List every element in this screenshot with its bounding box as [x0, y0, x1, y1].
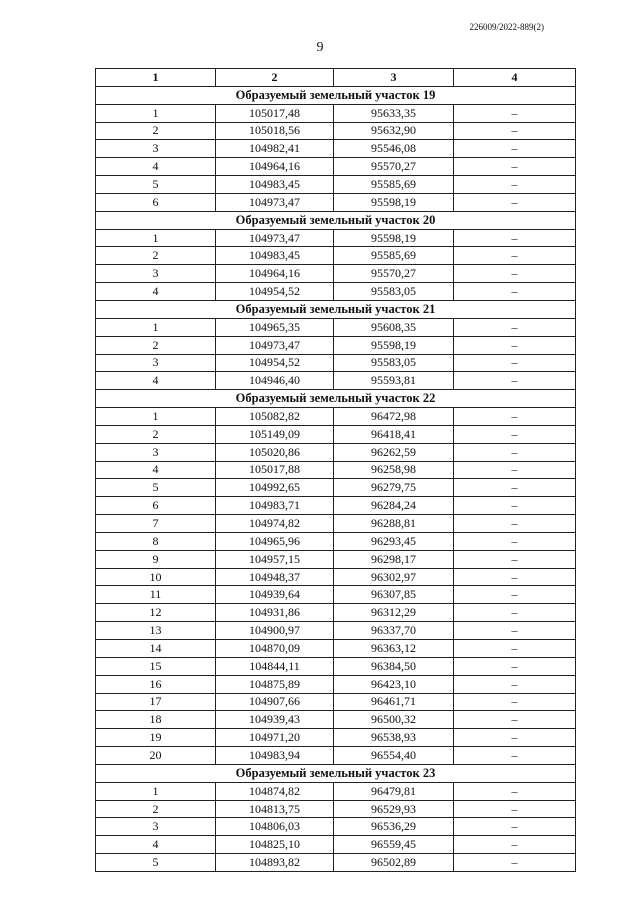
table-row: [96, 568, 576, 586]
x-coordinate: 104939,43: [216, 711, 334, 729]
note-cell: –: [454, 800, 576, 818]
point-number: 3: [96, 265, 216, 283]
note-cell: –: [454, 515, 576, 533]
table-row: [96, 622, 576, 640]
note-cell: –: [454, 283, 576, 301]
y-coordinate: 96302,97: [334, 568, 454, 586]
point-number: 15: [96, 657, 216, 675]
y-coordinate: 95633,35: [334, 104, 454, 122]
y-coordinate: 95598,19: [334, 336, 454, 354]
point-number: 2: [96, 425, 216, 443]
section-title: Образуемый земельный участок 19: [96, 86, 576, 104]
x-coordinate: 104973,47: [216, 336, 334, 354]
note-cell: –: [454, 193, 576, 211]
table-row: [96, 550, 576, 568]
table-row: [96, 747, 576, 765]
y-coordinate: 96536,29: [334, 818, 454, 836]
x-coordinate: 104874,82: [216, 782, 334, 800]
y-coordinate: 95583,05: [334, 354, 454, 372]
x-coordinate: 104971,20: [216, 729, 334, 747]
table-row: [96, 515, 576, 533]
point-number: 3: [96, 140, 216, 158]
point-number: 14: [96, 640, 216, 658]
x-coordinate: 104964,16: [216, 265, 334, 283]
note-cell: –: [454, 425, 576, 443]
table-row: [96, 640, 576, 658]
x-coordinate: 104825,10: [216, 836, 334, 854]
note-cell: –: [454, 693, 576, 711]
point-number: 4: [96, 372, 216, 390]
y-coordinate: 96479,81: [334, 782, 454, 800]
table-row: [96, 408, 576, 426]
point-number: 5: [96, 479, 216, 497]
table-row: [96, 604, 576, 622]
point-number: 20: [96, 747, 216, 765]
x-coordinate: 104907,66: [216, 693, 334, 711]
point-number: 5: [96, 176, 216, 194]
x-coordinate: 104982,41: [216, 140, 334, 158]
column-header: 3: [334, 69, 454, 87]
x-coordinate: 104983,45: [216, 247, 334, 265]
note-cell: –: [454, 408, 576, 426]
x-coordinate: 104939,64: [216, 586, 334, 604]
y-coordinate: 96284,24: [334, 497, 454, 515]
table-row: [96, 158, 576, 176]
y-coordinate: 96461,71: [334, 693, 454, 711]
point-number: 5: [96, 854, 216, 872]
x-coordinate: 104900,97: [216, 622, 334, 640]
x-coordinate: 104965,96: [216, 532, 334, 550]
y-coordinate: 95598,19: [334, 193, 454, 211]
note-cell: –: [454, 479, 576, 497]
table-row: [96, 193, 576, 211]
note-cell: –: [454, 747, 576, 765]
point-number: 6: [96, 193, 216, 211]
table-row: [96, 532, 576, 550]
y-coordinate: 95570,27: [334, 158, 454, 176]
column-header: 4: [454, 69, 576, 87]
note-cell: –: [454, 140, 576, 158]
note-cell: –: [454, 550, 576, 568]
point-number: 3: [96, 354, 216, 372]
point-number: 18: [96, 711, 216, 729]
note-cell: –: [454, 122, 576, 140]
note-cell: –: [454, 782, 576, 800]
point-number: 4: [96, 283, 216, 301]
note-cell: –: [454, 336, 576, 354]
table-row: [96, 461, 576, 479]
note-cell: –: [454, 318, 576, 336]
table-row: [96, 354, 576, 372]
page-number: 9: [316, 40, 324, 55]
y-coordinate: 96538,93: [334, 729, 454, 747]
table-row: [96, 729, 576, 747]
x-coordinate: 104870,09: [216, 640, 334, 658]
section-title: Образуемый земельный участок 23: [96, 764, 576, 782]
point-number: 2: [96, 800, 216, 818]
x-coordinate: 105017,48: [216, 104, 334, 122]
x-coordinate: 104948,37: [216, 568, 334, 586]
y-coordinate: 96312,29: [334, 604, 454, 622]
x-coordinate: 104806,03: [216, 818, 334, 836]
point-number: 11: [96, 586, 216, 604]
section-header-row: [96, 390, 576, 408]
y-coordinate: 96279,75: [334, 479, 454, 497]
x-coordinate: 104973,47: [216, 229, 334, 247]
note-cell: –: [454, 568, 576, 586]
y-coordinate: 96258,98: [334, 461, 454, 479]
table-row: [96, 836, 576, 854]
table-row: [96, 818, 576, 836]
note-cell: –: [454, 497, 576, 515]
y-coordinate: 96500,32: [334, 711, 454, 729]
x-coordinate: 105149,09: [216, 425, 334, 443]
y-coordinate: 95546,08: [334, 140, 454, 158]
x-coordinate: 104931,86: [216, 604, 334, 622]
table-row: [96, 800, 576, 818]
point-number: 4: [96, 836, 216, 854]
x-coordinate: 105017,88: [216, 461, 334, 479]
x-coordinate: 104992,65: [216, 479, 334, 497]
point-number: 6: [96, 497, 216, 515]
y-coordinate: 96559,45: [334, 836, 454, 854]
point-number: 8: [96, 532, 216, 550]
table-row: [96, 283, 576, 301]
note-cell: –: [454, 586, 576, 604]
y-coordinate: 95593,81: [334, 372, 454, 390]
x-coordinate: 104983,71: [216, 497, 334, 515]
x-coordinate: 105018,56: [216, 122, 334, 140]
note-cell: –: [454, 229, 576, 247]
y-coordinate: 96337,70: [334, 622, 454, 640]
column-header: 1: [96, 69, 216, 87]
column-header: 2: [216, 69, 334, 87]
table-row: [96, 497, 576, 515]
note-cell: –: [454, 836, 576, 854]
y-coordinate: 95570,27: [334, 265, 454, 283]
point-number: 13: [96, 622, 216, 640]
y-coordinate: 95632,90: [334, 122, 454, 140]
point-number: 1: [96, 229, 216, 247]
point-number: 17: [96, 693, 216, 711]
table-row: [96, 711, 576, 729]
y-coordinate: 96529,93: [334, 800, 454, 818]
section-header-row: [96, 300, 576, 318]
y-coordinate: 95585,69: [334, 176, 454, 194]
note-cell: –: [454, 657, 576, 675]
note-cell: –: [454, 443, 576, 461]
x-coordinate: 105082,82: [216, 408, 334, 426]
note-cell: –: [454, 818, 576, 836]
table-body: [96, 86, 576, 871]
point-number: 2: [96, 122, 216, 140]
note-cell: –: [454, 711, 576, 729]
note-cell: –: [454, 461, 576, 479]
point-number: 3: [96, 443, 216, 461]
point-number: 9: [96, 550, 216, 568]
y-coordinate: 95608,35: [334, 318, 454, 336]
x-coordinate: 104974,82: [216, 515, 334, 533]
y-coordinate: 96384,50: [334, 657, 454, 675]
point-number: 7: [96, 515, 216, 533]
point-number: 3: [96, 818, 216, 836]
note-cell: –: [454, 354, 576, 372]
y-coordinate: 96423,10: [334, 675, 454, 693]
note-cell: –: [454, 372, 576, 390]
table-row: [96, 104, 576, 122]
table-row: [96, 140, 576, 158]
table-row: [96, 176, 576, 194]
section-header-row: [96, 86, 576, 104]
table-row: [96, 479, 576, 497]
y-coordinate: 96307,85: [334, 586, 454, 604]
point-number: 1: [96, 318, 216, 336]
y-coordinate: 96472,98: [334, 408, 454, 426]
x-coordinate: 104946,40: [216, 372, 334, 390]
note-cell: –: [454, 675, 576, 693]
table-row: [96, 265, 576, 283]
y-coordinate: 96298,17: [334, 550, 454, 568]
table-row: [96, 318, 576, 336]
section-title: Образуемый земельный участок 22: [96, 390, 576, 408]
x-coordinate: 104844,11: [216, 657, 334, 675]
x-coordinate: 104954,52: [216, 283, 334, 301]
section-header-row: [96, 211, 576, 229]
table-row: [96, 229, 576, 247]
document-number: 226009/2022-889(2): [469, 22, 544, 32]
y-coordinate: 96502,89: [334, 854, 454, 872]
x-coordinate: 104813,75: [216, 800, 334, 818]
y-coordinate: 96288,81: [334, 515, 454, 533]
note-cell: –: [454, 532, 576, 550]
table-row: [96, 122, 576, 140]
point-number: 4: [96, 461, 216, 479]
table-row: [96, 443, 576, 461]
point-number: 2: [96, 336, 216, 354]
y-coordinate: 95583,05: [334, 283, 454, 301]
x-coordinate: 104957,15: [216, 550, 334, 568]
note-cell: –: [454, 176, 576, 194]
point-number: 16: [96, 675, 216, 693]
section-title: Образуемый земельный участок 21: [96, 300, 576, 318]
note-cell: –: [454, 247, 576, 265]
header-row: [96, 69, 576, 87]
point-number: 1: [96, 104, 216, 122]
table-row: [96, 693, 576, 711]
y-coordinate: 96363,12: [334, 640, 454, 658]
table-row: [96, 425, 576, 443]
table-row: [96, 675, 576, 693]
note-cell: –: [454, 729, 576, 747]
y-coordinate: 96554,40: [334, 747, 454, 765]
note-cell: –: [454, 104, 576, 122]
note-cell: –: [454, 158, 576, 176]
x-coordinate: 104954,52: [216, 354, 334, 372]
point-number: 1: [96, 408, 216, 426]
note-cell: –: [454, 604, 576, 622]
x-coordinate: 105020,86: [216, 443, 334, 461]
table-row: [96, 586, 576, 604]
y-coordinate: 96293,45: [334, 532, 454, 550]
x-coordinate: 104983,45: [216, 176, 334, 194]
coordinates-table: [95, 68, 576, 872]
table-row: [96, 372, 576, 390]
x-coordinate: 104964,16: [216, 158, 334, 176]
point-number: 2: [96, 247, 216, 265]
x-coordinate: 104893,82: [216, 854, 334, 872]
section-title: Образуемый земельный участок 20: [96, 211, 576, 229]
table-row: [96, 854, 576, 872]
table-row: [96, 247, 576, 265]
note-cell: –: [454, 622, 576, 640]
y-coordinate: 96262,59: [334, 443, 454, 461]
y-coordinate: 95585,69: [334, 247, 454, 265]
point-number: 10: [96, 568, 216, 586]
point-number: 1: [96, 782, 216, 800]
table-row: [96, 782, 576, 800]
y-coordinate: 96418,41: [334, 425, 454, 443]
point-number: 19: [96, 729, 216, 747]
x-coordinate: 104973,47: [216, 193, 334, 211]
table-row: [96, 657, 576, 675]
note-cell: –: [454, 854, 576, 872]
x-coordinate: 104965,35: [216, 318, 334, 336]
note-cell: –: [454, 640, 576, 658]
y-coordinate: 95598,19: [334, 229, 454, 247]
point-number: 12: [96, 604, 216, 622]
x-coordinate: 104875,89: [216, 675, 334, 693]
table-row: [96, 336, 576, 354]
x-coordinate: 104983,94: [216, 747, 334, 765]
note-cell: –: [454, 265, 576, 283]
section-header-row: [96, 764, 576, 782]
point-number: 4: [96, 158, 216, 176]
